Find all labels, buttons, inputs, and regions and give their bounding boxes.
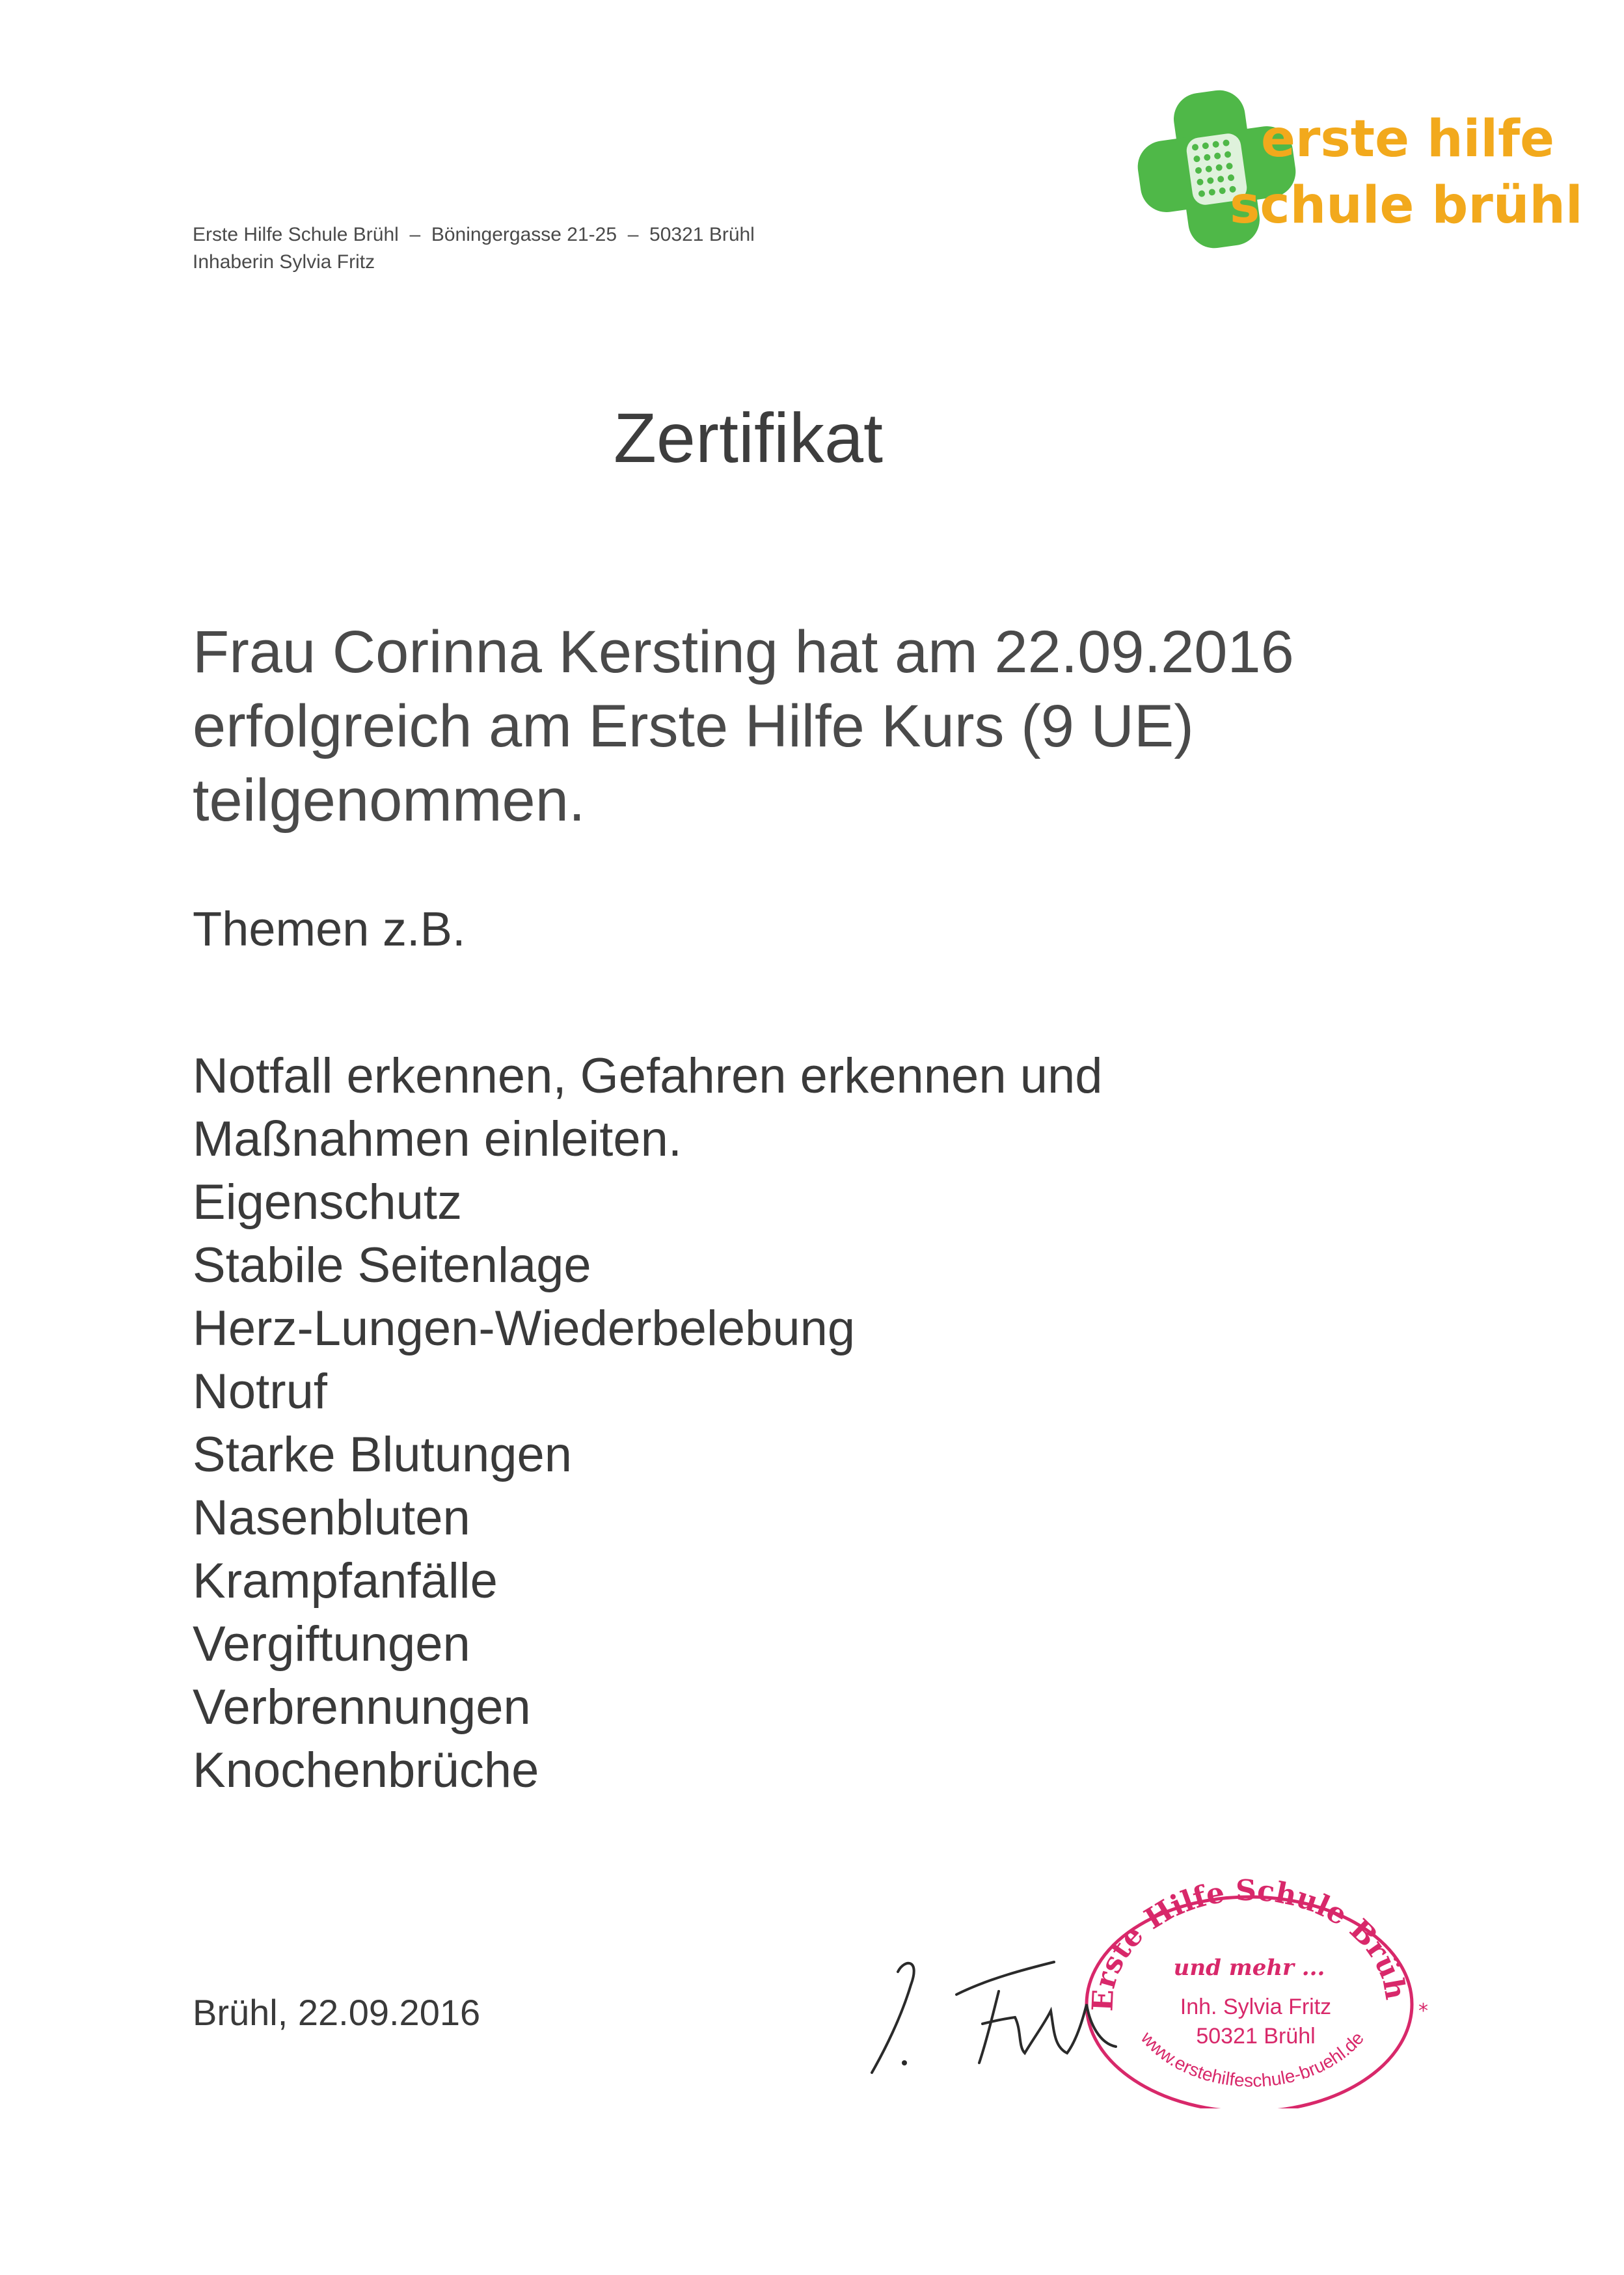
- topic-item: Notfall erkennen, Gefahren erkennen und: [193, 1048, 1103, 1104]
- topic-item: Verbrennungen: [193, 1680, 531, 1735]
- topic-item: Starke Blutungen: [193, 1427, 573, 1482]
- address-line-2: Inhaberin Sylvia Fritz: [193, 251, 375, 273]
- statement-line-2: erfolgreich am Erste Hilfe Kurs (9 UE): [193, 693, 1194, 759]
- handwritten-signature: [859, 1933, 1132, 2089]
- themes-heading: Themen z.B.: [193, 902, 466, 956]
- signature-icon: [859, 1933, 1132, 2089]
- stamp-star-icon: *: [1418, 2000, 1428, 2023]
- topic-item: Knochenbrüche: [193, 1743, 539, 1798]
- topic-list: [193, 1044, 1494, 1802]
- logo-text-line-2: schule brühl: [1230, 176, 1583, 235]
- school-logo: [1119, 78, 1583, 254]
- topic-item: Vergiftungen: [193, 1616, 470, 1672]
- stamp-bottom-arc-text: www.erstehilfeschule-bruehl.de: [1137, 2028, 1368, 2091]
- place-and-date: Brühl, 22.09.2016: [193, 1992, 481, 2033]
- stamp-line-2: Inh. Sylvia Fritz: [1180, 1995, 1332, 2019]
- stamp-line-3: 50321 Brühl: [1196, 2024, 1316, 2049]
- topic-item: Notruf: [193, 1364, 327, 1419]
- topic-item: Herz-Lungen-Wiederbelebung: [193, 1301, 856, 1356]
- topic-item: Stabile Seitenlage: [193, 1238, 591, 1293]
- topic-item: Krampfanfälle: [193, 1553, 498, 1609]
- stamp-top-arc-text: Erste Hilfe Schule Brüh: [1086, 1873, 1413, 2012]
- topic-item: Eigenschutz: [193, 1175, 463, 1230]
- topic-item: Maßnahmen einleiten.: [193, 1111, 682, 1167]
- topic-item: Nasenbluten: [193, 1490, 470, 1546]
- green-cross-bandage-icon: [1119, 78, 1583, 254]
- sender-address: [193, 221, 755, 276]
- certificate-title: Zertifikat: [613, 398, 884, 477]
- statement-line-3: teilgenommen.: [193, 767, 586, 834]
- logo-text-line-1: erste hilfe: [1261, 110, 1554, 169]
- statement-line-1: Frau Corinna Kersting hat am 22.09.2016: [193, 619, 1294, 685]
- certificate-statement: [193, 615, 1494, 838]
- stamp-line-1: und mehr ...: [1173, 1955, 1325, 1981]
- address-line-1: Erste Hilfe Schule Brühl – Böningergasse 21-25 – 50321 Brühl: [193, 224, 755, 245]
